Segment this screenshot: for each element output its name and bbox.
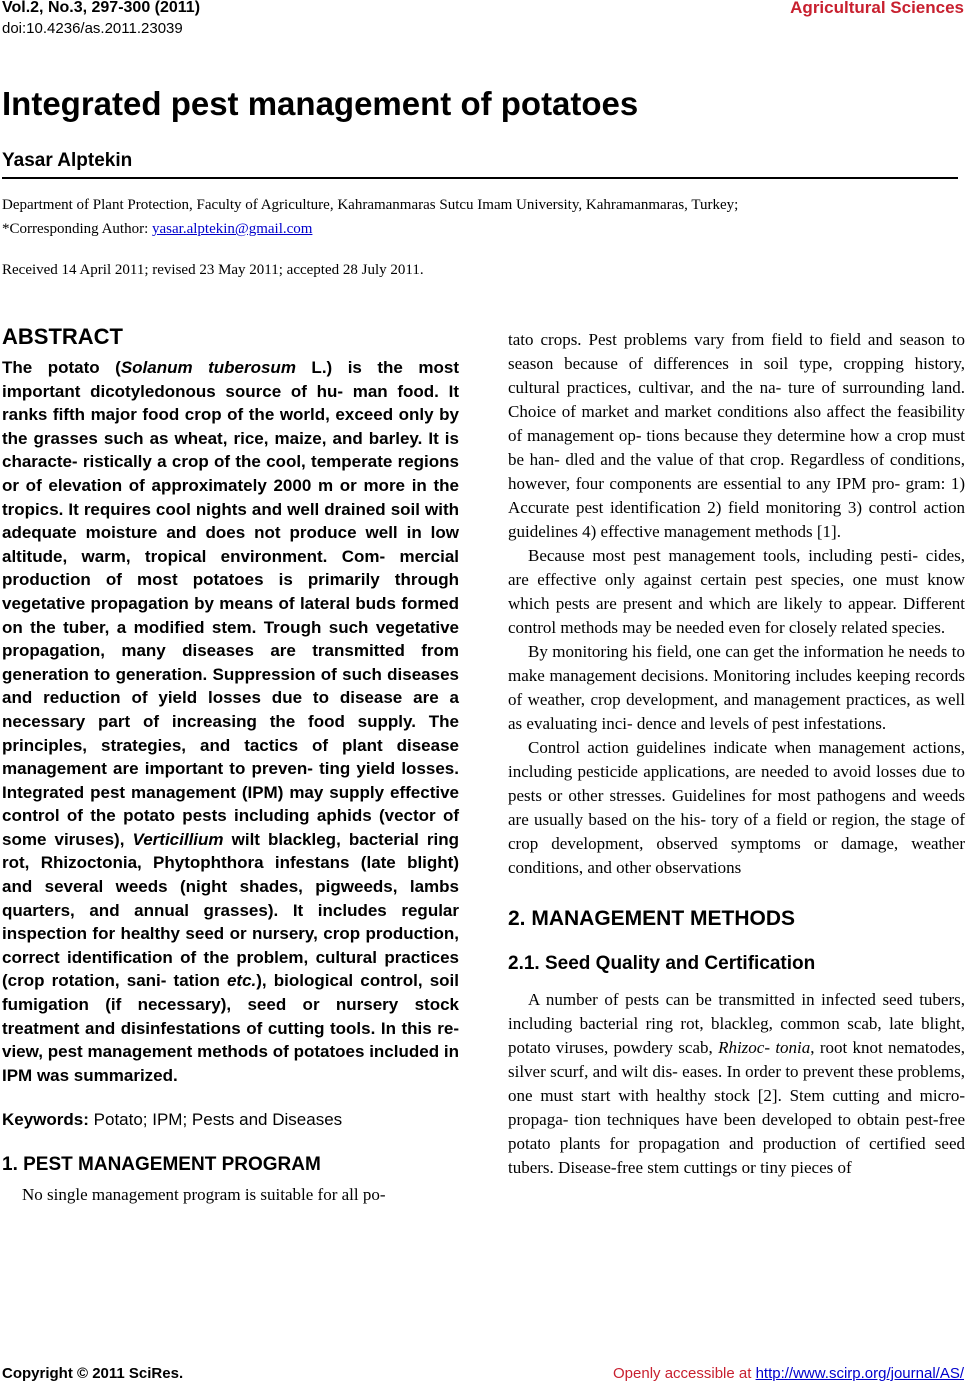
author-name: Yasar Alptekin xyxy=(2,150,133,171)
keywords xyxy=(2,1108,459,1132)
affiliation: Department of Plant Protection, Faculty of Agriculture, Kahramanmaras Sutcu Imam University, Kahramanmaras, Turkey; xyxy=(2,197,739,213)
abstract-species-name: Solanum tuberosum xyxy=(120,358,296,377)
paragraph-part: , root knot nematodes, silver scurf, and wilt dis- eases. In order to prevent these problems, one must start with healthy stock [2]. Stem cutting and micro-propaga- tion techniques have been developed to obtain pest-free potato plants for propagation and production of certified seed tubers. Disease-free stem cuttings or tiny pieces of xyxy=(508,1038,965,1177)
paragraph-part: A number of pests can be transmitted in infected seed tubers, including bacterial ring rot, blackleg, common scab, late blight, potato viruses, powdery scab, xyxy=(508,990,965,1057)
journal-url-link[interactable]: http://www.scirp.org/journal/AS/ xyxy=(755,1365,964,1382)
rhizoctonia-name: Rhizoc- tonia xyxy=(718,1038,811,1057)
left-column xyxy=(2,322,459,1207)
subsection-2-1-heading: 2.1. Seed Quality and Certification xyxy=(508,953,816,974)
corresponding-author xyxy=(2,217,952,241)
section-1-paragraph-continued: tato crops. Pest problems vary from field to field and season to season because of differences in soil type, cropping history, cultural practices, cultivar, and the na- ture of surrounding land. Choice of market and market conditions also affect the feasibility of management op- tions because they determine how a crop must be han- dled and the value of that crop. Regardless of conditions, however, four components are essential to any IPM pro- gram: 1) Accurate pest identification 2) field monitoring 3) control action guidelines 4) effective management methods [1]. xyxy=(508,330,965,541)
abstract-part: L.) is the most important dicotyledonous source of hu- man food. It ranks fifth major food crop of the world, exceed only by the grasses such as wheat, rice, maize, and barley. It is characte- ristically a crop of the cool, temperate regions or of elevation of approximately 2000 m or more in the tropics. It requires cool nights and well drained soil with adequate moisture and does not produce well in low altitude, warm, tropical environment. Com- mercial production of most potatoes is primarily through vegetative propagation by means of lateral buds formed on the tuber, a modified stem. Trough such vegetative propagation, many diseases are transmitted from generation to generation. Suppression of such diseases and reduction of yield losses due to disease are a necessary part of increasing the food supply. The principles, strategies, and tactics of plant disease management are important to preven- ting yield losses. Integrated pest management (IPM) may supply effective control of the potato pests including aphids (vector of some viruses), xyxy=(2,358,459,849)
subsection-2-1-paragraph xyxy=(508,988,965,1180)
keywords-label: Keywords: xyxy=(2,1110,89,1130)
affiliation-block xyxy=(2,193,952,241)
paper-title: Integrated pest management of potatoes xyxy=(2,85,639,122)
section-1-paragraph-3: By monitoring his field, one can get the information he needs to make management decisions. Monitoring includes keeping records of weather, crop development, and management practices, as well as evaluating inci- dence and levels of pest infestations. xyxy=(508,642,965,733)
right-column xyxy=(508,328,965,1180)
section-1-paragraph-4: Control action guidelines indicate when management actions, including pesticide applications, are needed to avoid losses due to pests or other stresses. Guidelines for most pathogens and weeds are usually based on the his- tory of a field or region, the stage of crop development, observed symptoms or damage, weather conditions, and other observations xyxy=(508,738,965,877)
section-1-heading: 1. PEST MANAGEMENT PROGRAM xyxy=(2,1154,321,1176)
abstract-heading: ABSTRACT xyxy=(2,324,123,349)
section-1-paragraph-2: Because most pest management tools, including pesti- cides, are effective only against certain pest species, one must know which pests are present and which are likely to appear. Different control methods may be needed even for closely related species. xyxy=(508,546,965,637)
abstract-genus-name: Verticillium xyxy=(132,829,224,849)
doi: doi:10.4236/as.2011.23039 xyxy=(2,20,183,37)
keywords-text: Potato; IPM; Pests and Diseases xyxy=(88,1110,343,1130)
journal-reference: Vol.2, No.3, 297-300 (2011) xyxy=(2,0,201,16)
abstract-etc: etc. xyxy=(226,971,257,991)
section-2-heading: 2. MANAGEMENT METHODS xyxy=(508,907,796,930)
corresponding-label: *Corresponding Author: xyxy=(2,221,152,237)
received-dates: Received 14 April 2011; revised 23 May 2011; accepted 28 July 2011. xyxy=(2,262,424,278)
abstract-part: ), biological control, soil fumigation (if necessary), seed or nursery stock treatment and disinfestations of cutting tools. In this re- view, pest management methods of potatoes included in IPM was summarized. xyxy=(2,971,459,1085)
abstract-part: The potato ( xyxy=(2,358,121,377)
open-access-note xyxy=(613,1364,964,1384)
section-1-paragraph-start: No single management program is suitable for all po- xyxy=(22,1185,386,1205)
corresponding-email-link[interactable]: yasar.alptekin@gmail.com xyxy=(152,221,313,237)
abstract-text xyxy=(2,356,459,1087)
copyright: Copyright © 2011 SciRes. xyxy=(2,1365,184,1382)
abstract-part: wilt blackleg, bacterial ring rot, Rhizoctonia, Phytophthora infestans (late blight) and several weeds (night shades, pigweeds, lambs quarters, and annual grasses). It includes regular inspection for healthy seed or nursery, crop production, correct identification of the problem, cultural practices (crop rotation, sani- tation xyxy=(2,829,460,991)
title-divider xyxy=(2,177,958,179)
journal-name: Agricultural Sciences xyxy=(790,0,964,17)
open-access-label: Openly accessible at xyxy=(613,1365,756,1382)
